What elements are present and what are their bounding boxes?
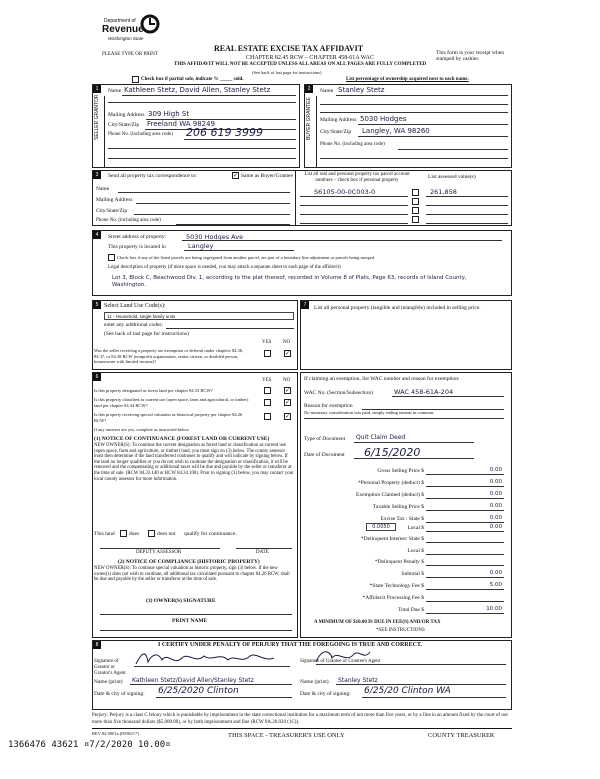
does-not-label: does not <box>157 531 176 537</box>
seller-city[interactable]: Freeland WA 98249 <box>147 120 216 128</box>
parcel-2-personal-checkbox[interactable] <box>412 198 419 205</box>
section-2-badge: 2 <box>305 85 313 93</box>
same-as-buyer-label: Same as Buyer/Grantee <box>241 173 293 179</box>
gross-price-value[interactable]: 0.00 <box>489 467 502 473</box>
buyer-name[interactable]: Stanley Stetz <box>338 86 385 94</box>
total-due-value[interactable]: 10.00 <box>486 606 502 612</box>
designation-yes: YES <box>262 378 272 383</box>
historic-question: Is this property receiving special valuation as historical property per chapter 84.26 RCW? <box>94 412 243 423</box>
legal-label: Legal description of property (if more space is needed, you may attach a separate sheet to each page of the affidavit) <box>108 265 341 270</box>
corr-name-label: Name <box>96 186 110 192</box>
grantor-name[interactable]: Kathleen Stetz/David Allen/Stanley Stetz <box>132 677 254 684</box>
grantor-date-label: Date & city of signing: <box>94 691 145 697</box>
section-1-badge: 1 <box>93 85 101 93</box>
forest-no-checkbox[interactable]: ✓ <box>285 387 291 394</box>
certify-text: I CERTIFY UNDER PENALTY OF PERJURY THAT THE FOREGOING IS TRUE AND CORRECT. <box>158 642 423 648</box>
parcel-4-personal-checkbox[interactable] <box>412 216 419 223</box>
county-treasurer: COUNTY TREASURER <box>428 732 495 739</box>
form-title: REAL ESTATE EXCISE TAX AFFIDAVIT <box>214 44 364 53</box>
current-use-no-checkbox[interactable]: ✓ <box>285 399 291 406</box>
grantor-date[interactable]: 6/25/2020 Clinton <box>158 686 239 696</box>
land-use-yes: YES <box>262 340 272 345</box>
assessor-date: DATE <box>256 550 269 555</box>
if-yes-note: If any answers are yes, complete as instructed below. <box>94 427 190 432</box>
proc-fee-label: *Affidavit Processing Fee $ <box>362 595 424 601</box>
chapter: CHAPTER 82.45 RCW – CHAPTER 458-61A WAC <box>246 55 374 61</box>
grantee-date-label: Date & city of signing: <box>300 691 351 697</box>
buyer-mailing-label: Mailing Address <box>320 117 357 123</box>
seller-name[interactable]: Kathleen Stetz, David Allen, Stanley Stetz <box>124 86 271 94</box>
section-5-badge: 5 <box>93 301 101 309</box>
boundary-checkbox[interactable] <box>108 254 115 261</box>
exemption-claimed-value[interactable]: 0.00 <box>489 491 502 497</box>
total-due-label: Total Due $ <box>398 607 424 613</box>
section-4-badge: 4 <box>93 231 101 239</box>
doc-type-label: Type of Document <box>304 436 346 442</box>
receipt-note: This form is your receipt when stamped by cashier. <box>436 50 504 62</box>
personal-prop-value[interactable]: 0.00 <box>489 479 502 485</box>
local-value[interactable]: 0.00 <box>489 524 502 530</box>
seller-city-label: City/State/Zip <box>108 122 140 128</box>
same-as-buyer-checkbox[interactable]: ✓ <box>233 172 239 179</box>
seller-mailing-label: Mailing Address <box>108 112 145 118</box>
corr-city-label: City/State/Zip <box>96 208 128 214</box>
designation-no: NO <box>283 378 291 383</box>
gross-price-label: Gross Selling Price $ <box>377 468 424 474</box>
please-type: PLEASE TYPE OR PRINT <box>102 52 158 57</box>
see-back: (See back of last page for instructions) <box>252 70 322 75</box>
perjury-note: Perjury: Perjury is a class C felony which is punishable by imprisonment in the state correctional institution for a maximum term of not more than five years, or by a fine in an amount fixed by the court of not more than five thousand dollars ($5,000.00), or by both imprisonment and fine (RCW 9A.20.020 (1C)). <box>92 713 508 725</box>
parcel-3-personal-checkbox[interactable] <box>412 207 419 214</box>
excise-state-value[interactable]: 0.00 <box>489 515 502 521</box>
compliance-text: NEW OWNER(S): To continue special valuation as historic property, sign (3) below. If the new owner(s) does not wish to continue, all additional tax calculated pursuant to chapter 84.26 RCW, shall be due and payable by the seller or transferor at the time of sale. <box>94 566 290 583</box>
seller-phone-label: Phone No. (including area code) <box>108 132 173 137</box>
exemption-no-checkbox[interactable]: ✓ <box>285 350 291 357</box>
grantor-sig-label: Signature of Grantor or Grantor's Agent <box>94 659 126 676</box>
this-land-label: This land <box>94 531 115 537</box>
deputy-assessor: DEPUTY ASSESSOR <box>136 550 182 555</box>
tech-fee-label: *State Technology Fee $ <box>369 583 424 589</box>
doc-date[interactable]: 6/15/2020 <box>364 446 421 459</box>
continuance-title: (1) NOTICE OF CONTINUANCE (FOREST LAND OR CURRENT USE) <box>94 436 270 442</box>
grantor-name-label: Name (print) <box>94 679 123 685</box>
partial-sale-label: Check box if partial sale, indicate % _____ sold. <box>141 77 244 82</box>
current-use-yes-checkbox[interactable] <box>264 399 271 406</box>
grantee-sig-label: Signature of Grantee or Grantee's Agent <box>300 659 381 664</box>
qualify-label: qualify for continuance. <box>184 531 237 537</box>
continuance-text: NEW OWNER(S): To continue the current designation as forest land or classification as current use (open space, farm and agriculture, or timber) land, you must sign on (3) below. The county assessor must then determine if the land transferred continues to qualify and will indicate by signing below. If the land no longer qualifies or you do not wish to continue the designation or classification, it will be removed and the compensating or additional taxes will be due and payable by the seller or transferor at the time of sale. (RCW 84.33.140 or RCW 84.34.108). Prior to signing (3) below, you may contact your local county assessor for more information. <box>94 443 294 482</box>
section-3-badge: 3 <box>93 171 101 179</box>
owner-signature-title: (3) OWNER(S) SIGNATURE <box>146 598 216 604</box>
grantee-name-label: Name (print) <box>300 679 329 685</box>
street-label: Street address of property: <box>108 234 167 240</box>
grantee-date[interactable]: 6/25/20 Clinton WA <box>364 686 451 696</box>
street-address[interactable]: 5030 Hodges Ave <box>186 233 244 241</box>
tax-rate[interactable]: 0.0050 <box>366 523 396 531</box>
grantee-name[interactable]: Stanley Stetz <box>338 677 378 684</box>
forest-question: Is this property designated as forest land per chapter 84.33 RCW? <box>94 388 213 393</box>
subtotal-label: Subtotal $ <box>401 571 424 577</box>
taxable-price-label: Taxable Selling Price $ <box>372 504 424 510</box>
corr-phone-label: Phone No. (including area code) <box>96 218 161 223</box>
delinq-penalty-label: *Delinquent Penalty $ <box>374 559 424 565</box>
parcel-header: List all real and personal property tax parcel account numbers – check box if personal property <box>304 172 410 183</box>
assessed-header: List assessed value(s) <box>428 174 476 180</box>
print-name-label: PRINT NAME <box>172 618 208 624</box>
land-use-select[interactable]: 11 - Household, single family units <box>104 312 294 320</box>
wac-number[interactable]: WAC 458-61A-204 <box>394 388 454 396</box>
buyer-side-label: BUYER GRANTEE <box>306 97 312 140</box>
subtotal-value[interactable]: 0.00 <box>489 570 502 576</box>
buyer-box <box>304 84 512 168</box>
legal-description[interactable]: Lot 3, Block C, Beachwood Div. 1, according to the plat thereof, recorded in Volume 8 of Plats, Page 63, records of Island County, Washington. <box>112 275 467 288</box>
forest-yes-checkbox[interactable] <box>264 387 271 394</box>
minimum-note: A MINIMUM OF $10.00 IS DUE IN FEE(S) AND/OR TAX <box>314 620 441 625</box>
dept-line2: Revenue <box>102 24 144 35</box>
assessed-value[interactable]: 261,858 <box>430 188 457 196</box>
land-use-no: NO <box>283 340 291 345</box>
reason-label: Reason for exemption <box>304 403 353 409</box>
treasurer-space: THIS SPACE - TREASURER'S USE ONLY <box>228 732 345 739</box>
delinq-local-label: Local $ <box>407 548 424 554</box>
seller-side-label: SELLER GRANTOR <box>94 94 100 140</box>
buyer-mailing[interactable]: 5030 Hodges <box>360 115 407 123</box>
list-pct: List percentage of ownership acquired next to each name. <box>346 77 469 82</box>
reason-text[interactable]: No monetary consideration was paid, simply ending tenants in common. <box>304 410 435 415</box>
seller-phone[interactable]: 206 619 3999 <box>186 126 263 139</box>
personal-prop-label: *Personal Property (deduct) $ <box>358 480 424 486</box>
dor-logo <box>102 14 162 48</box>
seller-mailing[interactable]: 309 High St <box>148 110 190 118</box>
warning: THIS AFFIDAVIT WILL NOT BE ACCEPTED UNLESS ALL AREAS ON ALL PAGES ARE FULLY COMPLETED <box>174 62 427 67</box>
buyer-name-label: Name <box>320 88 334 94</box>
tech-fee-value[interactable]: 5.00 <box>489 582 502 588</box>
excise-state-label: Excise Tax : State $ <box>380 516 424 522</box>
doc-type[interactable]: Quit Claim Deed <box>356 434 406 441</box>
local-label: Local $ <box>407 525 424 531</box>
exemption-question: Was the seller receiving a property tax exemption or deferral under chapters 84.36, 84.37, or 84.38 RCW (nonprofit organization, senior citizen, or disabled person, homeowner with limited income)? <box>94 348 244 364</box>
located-in[interactable]: Langley <box>188 242 214 250</box>
section-6-badge: 6 <box>93 373 101 381</box>
exemption-claimed-label: Exemption Claimed (deduct) $ <box>356 492 424 498</box>
seller-name-label: Name <box>108 88 122 94</box>
corr-mailing-label: Mailing Address <box>96 197 133 203</box>
buyer-phone-label: Phone No. (including area code) <box>320 142 385 147</box>
buyer-city[interactable]: Langley, WA 98260 <box>362 127 430 135</box>
taxable-price-value[interactable]: 0.00 <box>489 503 502 509</box>
additional-codes-label: enter any additional codes: <box>104 322 164 328</box>
see-instructions: *SEE INSTRUCTIONS <box>376 628 425 633</box>
dept-line3: Washington State <box>108 36 144 41</box>
buyer-city-label: City/State/Zip <box>320 129 352 135</box>
does-label: does <box>129 531 140 537</box>
does-checkbox[interactable] <box>120 530 127 537</box>
compliance-title: (2) NOTICE OF COMPLIANCE (HISTORIC PROPERTY) <box>118 559 260 565</box>
recording-stamp: 1366476 43621 ¤7/2/2020 10.00¤ <box>8 740 171 750</box>
boundary-label: Check box if any of the listed parcels are being segregated from another parcel, are part of a boundary line adjustment or parcels being merged. <box>117 255 376 260</box>
correspondence-label: Send all property tax correspondence to: <box>108 173 198 179</box>
land-use-label: Select Land Use Code(s): <box>104 303 166 309</box>
personal-property-label: List all personal property (tangible and intangible) included in selling price. <box>314 305 481 311</box>
historic-yes-checkbox[interactable] <box>264 413 271 420</box>
doc-date-label: Date of Document <box>304 452 345 458</box>
section-8-badge: 8 <box>93 641 101 649</box>
parcel-1-personal-checkbox[interactable] <box>412 189 419 196</box>
current-use-question: Is this property classified as current use (open space, farm and agricultural, or timber) land per chapter 84.34 RCW? <box>94 397 249 408</box>
located-label: This property is located in <box>108 244 166 250</box>
exemption-yes-checkbox[interactable] <box>264 350 271 357</box>
rev-code: REV 84 0001a (09/06/17) <box>92 731 139 736</box>
wac-label: WAC No. (Section/Subsection) <box>304 390 373 396</box>
exemption-label: If claiming an exemption, list WAC number and reason for exemption: <box>304 376 460 382</box>
historic-no-checkbox[interactable]: ✓ <box>285 413 291 420</box>
does-not-checkbox[interactable] <box>148 530 155 537</box>
section-7-badge: 7 <box>301 301 309 309</box>
dept-line1: Department of <box>104 18 136 24</box>
delinq-interest-label: *Delinquent Interest: State $ <box>360 536 424 542</box>
parcel-number[interactable]: S6105-00-0C003-0 <box>314 188 376 196</box>
partial-sale-checkbox[interactable] <box>132 76 139 83</box>
land-use-see-back: (See back of last page for instructions) <box>104 331 189 337</box>
